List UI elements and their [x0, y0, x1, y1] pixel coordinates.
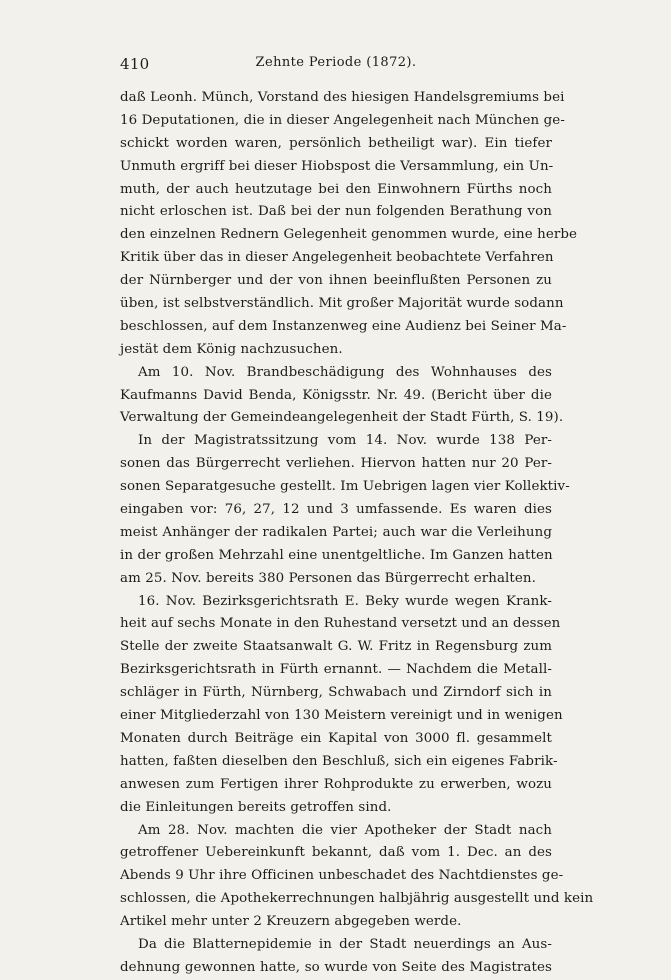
text-line: einer Mitgliederzahl von 130 Meistern vereinigt und in wenigen [120, 708, 563, 724]
text-line: am 25. Nov. bereits 380 Personen das Bürgerrecht erhalten. [120, 570, 537, 586]
text-line: sonen das Bürgerrecht verliehen. Hiervon hatten nur 20 Per- [120, 456, 552, 472]
text-line: 16 Deputationen, die in dieser Angelegenheit nach München ge- [120, 112, 565, 128]
text-line: die Einleitungen bereits getroffen sind. [120, 799, 392, 815]
running-title: Zehnte Periode (1872). [255, 55, 417, 70]
text-line: heit auf sechs Monate in den Ruhestand versetzt und an dessen [120, 616, 561, 632]
text-line: der Nürnberger und der von ihnen beeinflußten Personen zu [120, 273, 552, 289]
text-line: schläger in Fürth, Nürnberg, Schwabach und Zirndorf sich in [120, 685, 552, 701]
text-line: Monaten durch Beiträge ein Kapital von 3000 fl. gesammelt [120, 730, 552, 746]
text-line: Stelle der zweite Staatsanwalt G. W. Fritz in Regensburg zum [120, 639, 552, 655]
text-line: dehnung gewonnen hatte, so wurde von Seite des Magistrates [120, 959, 552, 975]
text-line: jestät dem König nachzusuchen. [120, 341, 343, 357]
text-line: Am 28. Nov. machten die vier Apotheker der Stadt nach [138, 822, 552, 838]
text-line: Kritik über das in dieser Angelegenheit beobachtete Verfahren [120, 250, 554, 266]
text-line: getroffener Uebereinkunft bekannt, daß vom 1. Dec. an des [120, 845, 552, 861]
text-line: schlossen, die Apothekerrechnungen halbjährig ausgestellt und kein [120, 891, 594, 907]
text-line: Kaufmanns David Benda, Königsstr. Nr. 49. (Bericht über die [120, 387, 552, 403]
text-line: Unmuth ergriff bei dieser Hiobspost die Versammlung, ein Un- [120, 158, 554, 174]
text-line: Da die Blatternepidemie in der Stadt neuerdings an Aus- [138, 936, 552, 952]
text-line: den einzelnen Rednern Gelegenheit genommen wurde, eine herbe [120, 227, 578, 243]
text-line: daß Leonh. Münch, Vorstand des hiesigen Handelsgremiums bei [120, 90, 565, 105]
text-line: anwesen zum Fertigen ihrer Rohprodukte zu erwerben, wozu [120, 776, 552, 792]
text-line: schickt worden waren, persönlich betheiligt war). Ein tiefer [120, 135, 552, 151]
text-line: Am 10. Nov. Brandbeschädigung des Wohnhauses des [138, 364, 552, 380]
text-line: muth, der auch heutzutage bei den Einwohnern Fürths noch [120, 181, 552, 197]
text-line: üben, ist selbstverständlich. Mit großer Majorität wurde sodann [120, 296, 564, 312]
text-line: Verwaltung der Gemeindeangelegenheit der Stadt Fürth, S. 19). [120, 410, 564, 426]
text-line: Bezirksgerichtsrath in Fürth ernannt. — Nachdem die Metall- [120, 662, 552, 678]
text-line: nicht erloschen ist. Daß bei der nun folgenden Berathung von [120, 204, 552, 220]
text-line: Abends 9 Uhr ihre Officinen unbeschadet des Nachtdienstes ge- [120, 868, 564, 884]
text-line: hatten, faßten dieselben den Beschluß, sich ein eigenes Fabrik- [120, 753, 558, 769]
text-line: in der großen Mehrzahl eine unentgeltliche. Im Ganzen hatten [120, 547, 553, 563]
text-line: sonen Separatgesuche gestellt. Im Uebrigen lagen vier Kollektiv- [120, 479, 570, 495]
text-line: Artikel mehr unter 2 Kreuzern abgegeben werde. [120, 914, 462, 930]
text-line: In der Magistratssitzung vom 14. Nov. wurde 138 Per- [138, 433, 552, 449]
text-line: eingaben vor: 76, 27, 12 und 3 umfassende. Es waren dies [120, 502, 552, 518]
text-line: meist Anhänger der radikalen Partei; auch war die Verleihung [120, 524, 552, 540]
text-line: 16. Nov. Bezirksgerichtsrath E. Beky wurde wegen Krank- [138, 593, 552, 609]
text-line: beschlossen, auf dem Instanzenweg eine Audienz bei Seiner Ma- [120, 318, 567, 334]
page-number: 410 [120, 55, 150, 73]
body-text [120, 87, 594, 980]
page-header [120, 55, 552, 79]
